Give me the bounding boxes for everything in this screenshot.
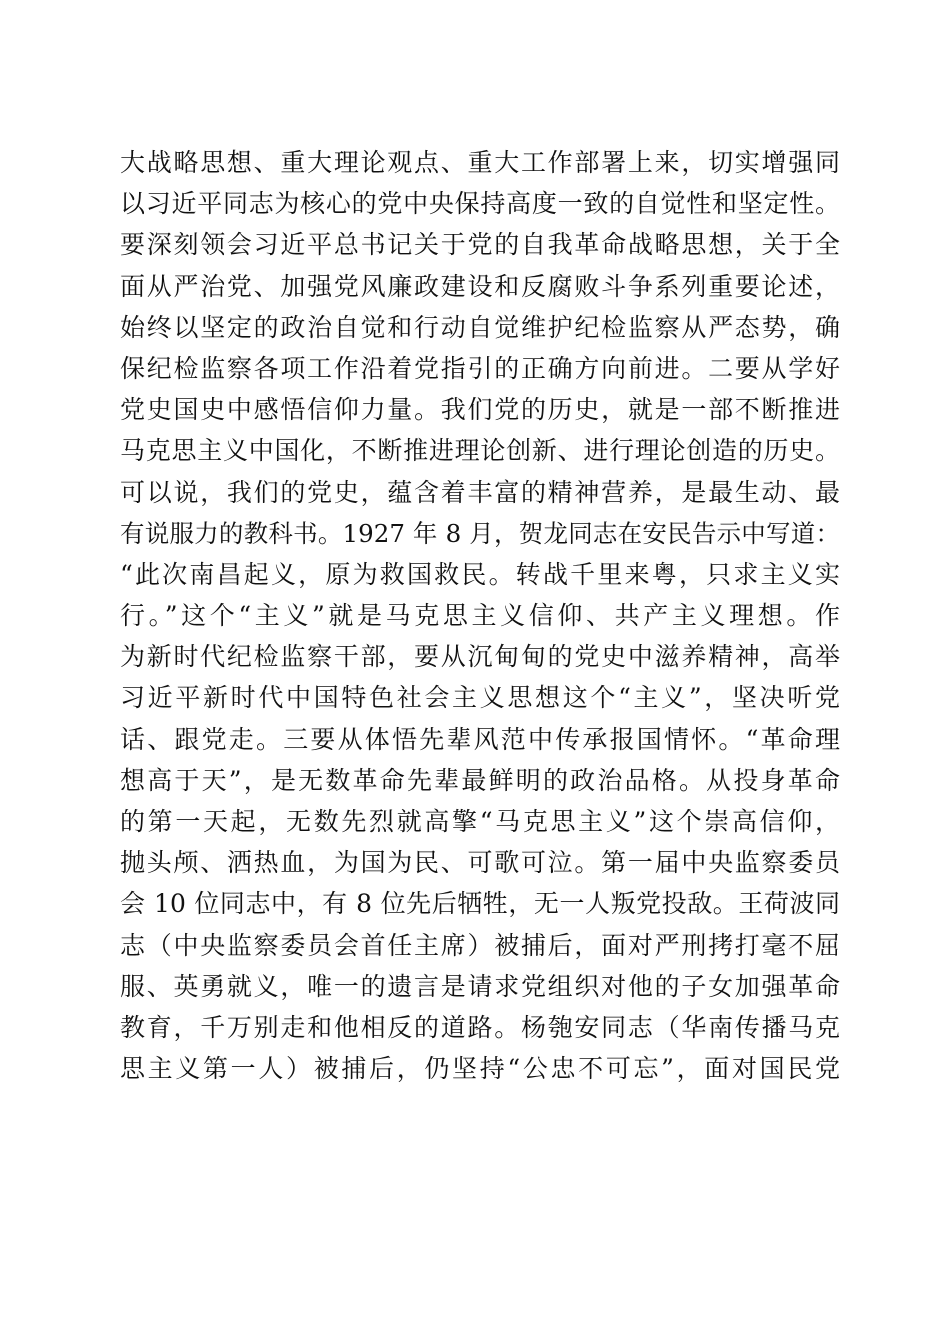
text-line: 党史国史中感悟信仰力量。我们党的历史，就是一部不断推进 [120, 395, 840, 425]
text-line: 思主义第一人）被捕后，仍坚持“公忠不可忘”，面对国民党 [120, 1054, 840, 1084]
text-line: 抛头颅、洒热血，为国为民、可歌可泣。第一届中央监察委员 [120, 848, 840, 878]
body-text [120, 142, 840, 1089]
text-line: 可以说，我们的党史，蕴含着丰富的精神营养，是最生动、最 [120, 477, 840, 507]
text-line: 为新时代纪检监察干部，要从沉甸甸的党史中滋养精神，高举 [120, 642, 840, 672]
text-line: 服、英勇就义，唯一的遗言是请求党组织对他的子女加强革命 [120, 971, 840, 1001]
text-line: 要深刻领会习近平总书记关于党的自我革命战略思想，关于全 [120, 230, 840, 260]
text-line: 话、跟党走。三要从体悟先辈风范中传承报国情怀。“革命理 [120, 724, 840, 754]
text-line: 始终以坚定的政治自觉和行动自觉维护纪检监察从严态势，确 [120, 312, 840, 342]
text-line: 习近平新时代中国特色社会主义思想这个“主义”，坚决听党 [120, 683, 840, 713]
text-line: 有说服力的教科书。1927 年 8 月，贺龙同志在安民告示中写道： [120, 518, 840, 548]
text-line: 行。”这个“主义”就是马克思主义信仰、共产主义理想。作 [120, 601, 840, 631]
text-line: 保纪检监察各项工作沿着党指引的正确方向前进。二要从学好 [120, 353, 840, 383]
text-line: 会 10 位同志中，有 8 位先后牺牲，无一人叛党投敌。王荷波同 [120, 889, 840, 919]
text-line: 大战略思想、重大理论观点、重大工作部署上来，切实增强同 [120, 148, 840, 177]
text-line: 的第一天起，无数先烈就高擎“马克思主义”这个崇高信仰， [120, 807, 840, 836]
text-line: 想高于天”，是无数革命先辈最鲜明的政治品格。从投身革命 [120, 765, 840, 795]
text-line: “此次南昌起义，原为救国救民。转战千里来粤，只求主义实 [120, 559, 840, 589]
text-line: 马克思主义中国化，不断推进理论创新、进行理论创造的历史。 [120, 436, 840, 466]
text-line: 面从严治党、加强党风廉政建设和反腐败斗争系列重要论述， [120, 271, 840, 301]
text-line: 以习近平同志为核心的党中央保持高度一致的自觉性和坚定性。 [120, 189, 840, 219]
text-line: 教育，千万别走和他相反的道路。杨匏安同志（华南传播马克 [120, 1012, 840, 1042]
text-line: 志（中央监察委员会首任主席）被捕后，面对严刑拷打毫不屈 [120, 930, 840, 960]
